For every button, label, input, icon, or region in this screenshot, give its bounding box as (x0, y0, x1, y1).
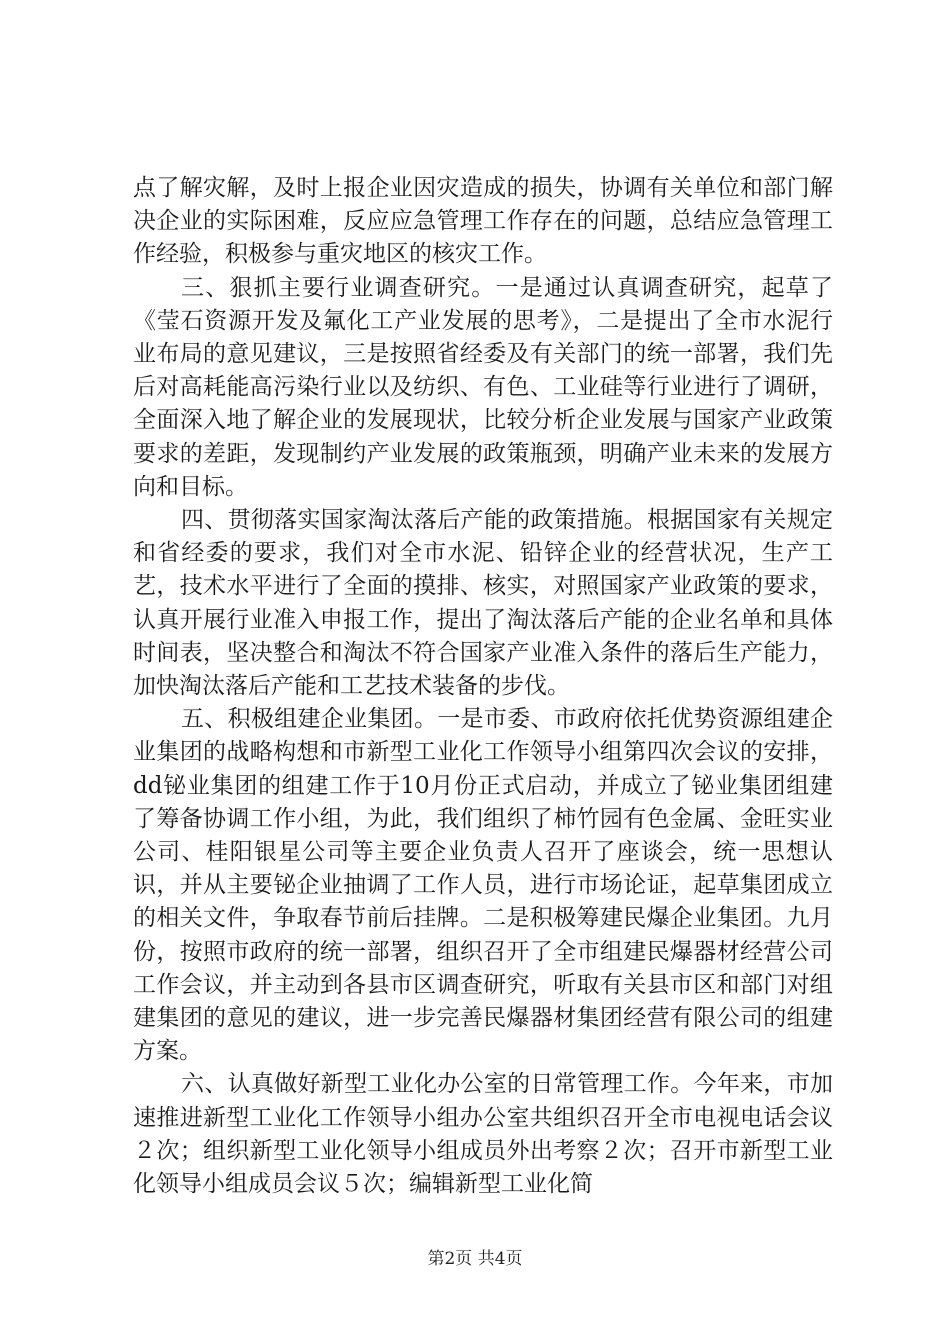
paragraph-4: 五、积极组建企业集团。一是市委、市政府依托优势资源组建企业集团的战略构想和市新型工业化工作领导小组第四次会议的安排，dd铋业集团的组建工作于10月份正式启动，并成立了铋业集团组建了筹备协调工作小组，为此，我们组织了柿竹园有色金属、金旺实业公司、桂阳银星公司等主要企业负责人召开了座谈会，统一思想认识，并从主要铋企业抽调了工作人员，进行市场论证，起草集团成立的相关文件，争取春节前后挂牌。二是积极筹建民爆企业集团。九月份，按照市政府的统一部署，组织召开了全市组建民爆器材经营公司工作会议，并主动到各县市区调查研究，听取有关县市区和部门对组建集团的意见的建议，进一步完善民爆器材集团经营有限公司的组建方案。 (133, 706, 833, 1065)
document-body (133, 172, 833, 1201)
page-number-footer: 第2页 共4页 (427, 1249, 523, 1269)
paragraph-2: 三、狠抓主要行业调查研究。一是通过认真调查研究，起草了《莹石资源开发及氟化工产业发展的思考》，二是提出了全市水泥行业布局的意见建议，三是按照省经委及有关部门的统一部署，我们先后对高耗能高污染行业以及纺织、有色、工业硅等行业进行了调研，全面深入地了解企业的发展现状，比较分析企业发展与国家产业政策要求的差距，发现制约产业发展的政策瓶颈，明确产业未来的发展方向和目标。 (133, 274, 833, 500)
paragraph-5: 六、认真做好新型工业化办公室的日常管理工作。今年来，市加速推进新型工业化工作领导小组办公室共组织召开全市电视电话会议２次；组织新型工业化领导小组成员外出考察２次；召开市新型工业化领导小组成员会议５次；编辑新型工业化简 (133, 1071, 833, 1198)
paragraph-3: 四、贯彻落实国家淘汰落后产能的政策措施。根据国家有关规定和省经委的要求，我们对全市水泥、铅锌企业的经营状况，生产工艺，技术水平进行了全面的摸排、核实，对照国家产业政策的要求，认真开展行业准入申报工作，提出了淘汰落后产能的企业名单和具体时间表，坚决整合和淘汰不符合国家产业准入条件的落后生产能力，加快淘汰落后产能和工艺技术装备的步伐。 (133, 507, 833, 700)
paragraph-1: 点了解灾解，及时上报企业因灾造成的损失，协调有关单位和部门解决企业的实际困难，反应应急管理工作存在的问题，总结应急管理工作经验，积极参与重灾地区的核灾工作。 (133, 175, 833, 268)
